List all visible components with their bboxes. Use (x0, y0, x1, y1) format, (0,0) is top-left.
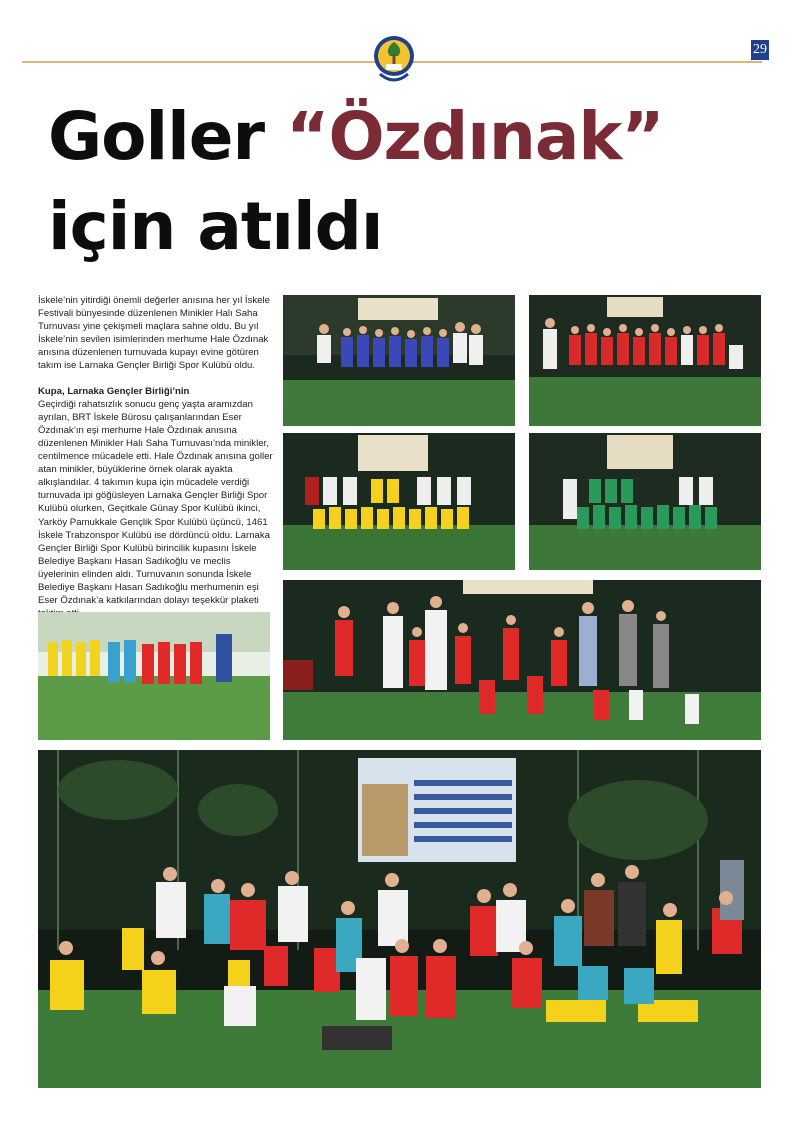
article-body: Geçirdiği rahatsızlık sonucu genç yaşta aramızdan ayrılan, BRT İskele Bürosu çalışanlarından Eser Özdınak’ın eşi merhume Hale Özdınak anısına düzenlenen Minikler Halı Saha Turnuvası’nda minikler, centilmence mücadele etti. Hale Özdınak anısına goller atan minikler, büyüklerine örnek olarak ayakta alkışlandılar. 4 takımın kupa için mücadele verdiği turnuvada ipi göğüsleyen Larnaka Gençler Birliği Spor Kulübü olurken, Geçitkale Günay Spor Kulübü ikinci, Yarköy Pamukkale Gençlik Spor Kulübü üçüncü, 1461 İskele Trabzonspor Kulübü ise dördüncü oldu. Larnaka Gençler Birliği Spor Kulübü birincilik kupasını İskele Belediye Başkanı Hasan Sadıkoğlu ve meclis üyelerinin elinden aldı. Turnuvanın sonunda İskele Belediye Başkanı Hasan Sadıkoğlu merhumenin eşi Eser Özdınak’a katkılarından dolayı teşekkür plaketi (38, 398, 273, 607)
team-photo-red-officials (283, 580, 761, 740)
headline-plain: Goller (48, 98, 287, 175)
team-photo-blue (283, 295, 515, 426)
page-number: 29 (751, 40, 769, 60)
article-intro: İskele’nin yitirdiği önemli değerler anısına her yıl İskele Festivali bünyesinde düzenlenen Minikler Halı Saha Turnuvası yine çekişmeli maçlara sahne oldu. Bu yıl İskele’nin sevilen isimlerinden merhume Hale Özdınak anısına düzenlenen turnuvada kupayı evine götüren takım ise Larnaka Gençler Birliği Spor Kulübü oldu. (38, 295, 270, 372)
article-subhead: Kupa, Larnaka Gençler Birliği’nin (38, 385, 190, 397)
headline-line2: için atıldı (48, 188, 383, 265)
headline-accent: “Özdınak” (286, 98, 664, 175)
team-photo-mixed (38, 612, 270, 740)
headline (48, 92, 664, 272)
team-photo-red (529, 295, 761, 426)
team-photo-yellow (283, 433, 515, 570)
article-text (38, 294, 274, 632)
team-photo-green (529, 433, 761, 570)
group-photo-all-teams (38, 750, 761, 1088)
festival-logo (372, 34, 416, 86)
